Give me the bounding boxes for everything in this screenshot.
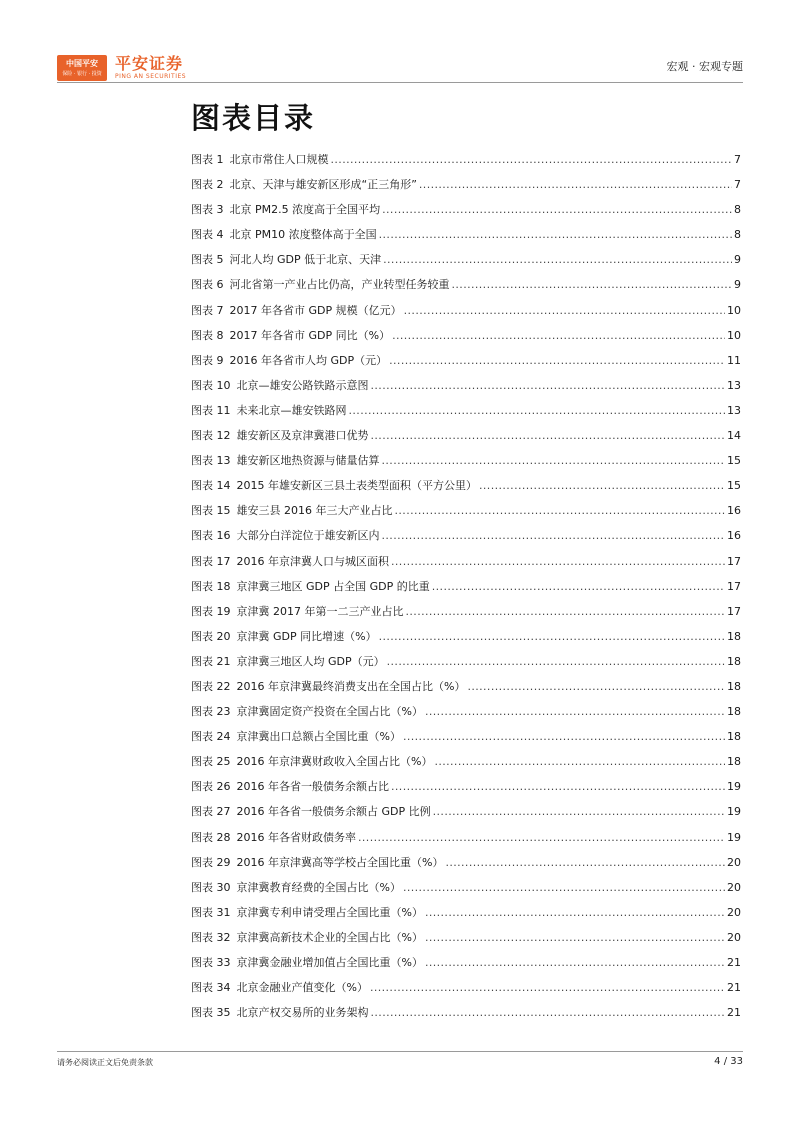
dot-leader xyxy=(432,580,725,594)
footer-disclaimer: 请务必阅读正文后免责条款 xyxy=(57,1058,153,1067)
figure-title: 2016 年京津冀人口与城区面积 xyxy=(236,554,389,568)
toc-item[interactable] xyxy=(191,705,741,730)
toc-item[interactable] xyxy=(191,580,741,605)
toc-item[interactable] xyxy=(191,429,741,454)
figure-page: 10 xyxy=(727,328,741,342)
logo-english-name: PING AN SECURITIES xyxy=(115,73,187,80)
toc-item[interactable] xyxy=(191,529,741,554)
figure-page: 18 xyxy=(727,679,741,693)
figure-page: 13 xyxy=(727,378,741,392)
dot-leader xyxy=(331,153,733,167)
figure-label: 图表 5 xyxy=(191,253,224,267)
figure-label: 图表 6 xyxy=(191,278,224,292)
figure-page: 20 xyxy=(727,905,741,919)
toc-item[interactable] xyxy=(191,404,741,429)
figure-page: 9 xyxy=(734,278,741,292)
dot-leader xyxy=(445,856,725,870)
figure-page: 18 xyxy=(727,755,741,769)
figure-title: 2016 年京津冀高等学校占全国比重（%） xyxy=(236,855,444,869)
figure-page: 21 xyxy=(727,1006,741,1020)
figure-title: 北京产权交易所的业务架构 xyxy=(236,1006,369,1020)
figure-page: 21 xyxy=(727,981,741,995)
toc-item[interactable] xyxy=(191,555,741,580)
figure-list xyxy=(191,153,741,1031)
figure-label: 图表 29 xyxy=(191,855,231,869)
toc-item[interactable] xyxy=(191,881,741,906)
toc-item[interactable] xyxy=(191,780,741,805)
figure-title: 京津冀三地区人均 GDP（元） xyxy=(236,654,385,668)
figure-page: 19 xyxy=(727,780,741,794)
figure-label: 图表 14 xyxy=(191,479,231,493)
figure-page: 19 xyxy=(727,805,741,819)
toc-item[interactable] xyxy=(191,329,741,354)
figure-title: 京津冀三地区 GDP 占全国 GDP 的比重 xyxy=(236,579,430,593)
figure-title: 京津冀 2017 年第一二三产业占比 xyxy=(236,604,404,618)
figure-title: 2017 年各省市 GDP 同比（%） xyxy=(229,328,391,342)
logo-badge-text: 中国平安 xyxy=(66,59,98,68)
toc-item[interactable] xyxy=(191,906,741,931)
figure-label: 图表 20 xyxy=(191,629,231,643)
figure-page: 15 xyxy=(727,454,741,468)
figure-label: 图表 1 xyxy=(191,153,224,166)
dot-leader xyxy=(404,304,725,318)
figure-title: 雄安新区地热资源与储量估算 xyxy=(236,454,380,468)
figure-label: 图表 8 xyxy=(191,328,224,342)
figure-title: 北京市常住人口规模 xyxy=(229,153,329,166)
dot-leader xyxy=(370,981,725,995)
figure-page: 11 xyxy=(727,353,741,367)
dot-leader xyxy=(382,529,726,543)
dot-leader xyxy=(379,228,732,242)
dot-leader xyxy=(425,931,725,945)
figure-title: 雄安新区及京津冀港口优势 xyxy=(236,429,369,443)
figure-label: 图表 18 xyxy=(191,579,231,593)
dot-leader xyxy=(419,178,732,192)
figure-page: 7 xyxy=(734,178,741,192)
figure-label: 图表 17 xyxy=(191,554,231,568)
dot-leader xyxy=(371,1006,726,1020)
dot-leader xyxy=(467,680,725,694)
toc-item[interactable] xyxy=(191,153,741,178)
figure-label: 图表 31 xyxy=(191,905,231,919)
dot-leader xyxy=(387,655,725,669)
dot-leader xyxy=(406,605,726,619)
toc-item[interactable] xyxy=(191,203,741,228)
toc-item[interactable] xyxy=(191,253,741,278)
figure-title: 2016 年各省一般债务余额占 GDP 比例 xyxy=(236,805,431,819)
figure-label: 图表 25 xyxy=(191,755,231,769)
figure-page: 20 xyxy=(727,930,741,944)
dot-leader xyxy=(403,730,725,744)
toc-item[interactable] xyxy=(191,354,741,379)
toc-item[interactable] xyxy=(191,755,741,780)
toc-item[interactable] xyxy=(191,931,741,956)
figure-page: 9 xyxy=(734,253,741,267)
figure-label: 图表 21 xyxy=(191,654,231,668)
figure-label: 图表 16 xyxy=(191,529,231,543)
figure-label: 图表 19 xyxy=(191,604,231,618)
figure-label: 图表 22 xyxy=(191,679,231,693)
figure-label: 图表 35 xyxy=(191,1006,231,1020)
figure-label: 图表 15 xyxy=(191,504,231,518)
figure-label: 图表 32 xyxy=(191,930,231,944)
figure-label: 图表 24 xyxy=(191,730,231,744)
figure-label: 图表 33 xyxy=(191,956,231,969)
page-number: 4 / 33 xyxy=(714,1056,743,1067)
toc-item[interactable] xyxy=(191,454,741,479)
figure-title: 河北人均 GDP 低于北京、天津 xyxy=(229,253,382,267)
figure-title: 雄安三县 2016 年三大产业占比 xyxy=(236,504,393,518)
logo-chinese-name: 平安证券 xyxy=(115,54,184,73)
figure-label: 图表 10 xyxy=(191,378,231,392)
header-divider xyxy=(57,82,743,83)
figure-title: 北京—雄安公路铁路示意图 xyxy=(236,378,369,392)
logo-text xyxy=(115,55,186,81)
figure-label: 图表 34 xyxy=(191,981,231,995)
figure-title: 北京 PM2.5 浓度高于全国平均 xyxy=(229,203,381,217)
figure-title: 未来北京—雄安铁路网 xyxy=(236,403,347,417)
figure-label: 图表 7 xyxy=(191,303,224,317)
figure-page: 17 xyxy=(727,554,741,568)
figure-label: 图表 27 xyxy=(191,805,231,819)
figure-title: 北京、天津与雄安新区形成“正三角形” xyxy=(229,178,417,192)
figure-label: 图表 3 xyxy=(191,203,224,217)
figure-page: 20 xyxy=(727,880,741,894)
figure-title: 北京 PM10 浓度整体高于全国 xyxy=(229,228,377,242)
figure-title: 2016 年各省财政债务率 xyxy=(236,830,356,844)
figure-title: 2016 年各省一般债务余额占比 xyxy=(236,780,389,794)
dot-leader xyxy=(371,379,726,393)
dot-leader xyxy=(383,253,732,267)
dot-leader xyxy=(434,755,725,769)
toc-item[interactable] xyxy=(191,278,741,303)
figure-label: 图表 4 xyxy=(191,228,224,242)
figure-page: 15 xyxy=(727,479,741,493)
dot-leader xyxy=(395,504,726,518)
dot-leader xyxy=(479,479,725,493)
figure-page: 18 xyxy=(727,705,741,719)
figure-page: 16 xyxy=(727,504,741,518)
figure-label: 图表 30 xyxy=(191,880,231,894)
figure-page: 17 xyxy=(727,579,741,593)
toc-item[interactable] xyxy=(191,479,741,504)
figure-title: 京津冀专利申请受理占全国比重（%） xyxy=(236,905,423,919)
figure-page: 16 xyxy=(727,529,741,543)
toc-item[interactable] xyxy=(191,805,741,830)
dot-leader xyxy=(433,805,725,819)
figure-page: 10 xyxy=(727,303,741,317)
toc-item[interactable] xyxy=(191,605,741,630)
figure-page: 19 xyxy=(727,830,741,844)
figure-title: 2017 年各省市 GDP 规模（亿元） xyxy=(229,303,402,317)
toc-item[interactable] xyxy=(191,304,741,329)
dot-leader xyxy=(391,555,725,569)
dot-leader xyxy=(371,429,726,443)
figure-title: 京津冀教育经费的全国占比（%） xyxy=(236,880,401,894)
figure-page: 8 xyxy=(734,228,741,242)
figure-title: 2016 年各省市人均 GDP（元） xyxy=(229,353,388,367)
page-header xyxy=(0,0,800,90)
toc-item[interactable] xyxy=(191,730,741,755)
toc-item[interactable] xyxy=(191,981,741,1006)
dot-leader xyxy=(425,705,725,719)
toc-item[interactable] xyxy=(191,178,741,203)
figure-title: 2016 年京津冀财政收入全国占比（%） xyxy=(236,755,433,769)
toc-item[interactable] xyxy=(191,630,741,655)
toc-item[interactable] xyxy=(191,856,741,881)
footer-divider xyxy=(57,1051,743,1052)
figure-page: 21 xyxy=(727,956,741,969)
page-title: 图表目录 xyxy=(191,101,316,135)
figure-label: 图表 9 xyxy=(191,353,224,367)
dot-leader xyxy=(389,354,725,368)
figure-page: 8 xyxy=(734,203,741,217)
toc-item[interactable] xyxy=(191,504,741,529)
figure-page: 18 xyxy=(727,629,741,643)
figure-title: 2016 年京津冀最终消费支出在全国占比（%） xyxy=(236,679,466,693)
toc-item[interactable] xyxy=(191,655,741,680)
logo-badge-subtext: 保险 · 银行 · 投资 xyxy=(62,71,102,77)
dot-leader xyxy=(382,203,732,217)
toc-item[interactable] xyxy=(191,680,741,705)
figure-title: 河北省第一产业占比仍高，产业转型任务较重 xyxy=(229,278,450,292)
dot-leader xyxy=(391,780,725,794)
figure-title: 大部分白洋淀位于雄安新区内 xyxy=(236,529,380,543)
dot-leader xyxy=(379,630,725,644)
logo-badge xyxy=(57,55,107,81)
figure-page: 14 xyxy=(727,429,741,443)
figure-label: 图表 11 xyxy=(191,403,231,417)
dot-leader xyxy=(382,454,726,468)
figure-page: 18 xyxy=(727,730,741,744)
company-logo xyxy=(57,55,186,81)
dot-leader xyxy=(452,278,733,292)
figure-title: 京津冀出口总额占全国比重（%） xyxy=(236,730,401,744)
figure-title: 京津冀高新技术企业的全国占比（%） xyxy=(236,930,423,944)
toc-item[interactable] xyxy=(191,228,741,253)
toc-item[interactable] xyxy=(191,956,741,981)
figure-label: 图表 2 xyxy=(191,178,224,192)
figure-title: 京津冀固定资产投资在全国占比（%） xyxy=(236,705,423,719)
dot-leader xyxy=(349,404,726,418)
toc-item[interactable] xyxy=(191,1006,741,1031)
toc-item[interactable] xyxy=(191,379,741,404)
figure-label: 图表 23 xyxy=(191,705,231,719)
dot-leader xyxy=(425,956,725,970)
dot-leader xyxy=(425,906,725,920)
figure-title: 京津冀 GDP 同比增速（%） xyxy=(236,629,377,643)
figure-title: 京津冀金融业增加值占全国比重（%） xyxy=(236,956,423,969)
figure-label: 图表 12 xyxy=(191,429,231,443)
figure-label: 图表 13 xyxy=(191,454,231,468)
figure-label: 图表 26 xyxy=(191,780,231,794)
dot-leader xyxy=(403,881,725,895)
figure-page: 20 xyxy=(727,855,741,869)
figure-page: 18 xyxy=(727,654,741,668)
dot-leader xyxy=(392,329,725,343)
figure-page: 7 xyxy=(734,153,741,166)
figure-title: 北京金融业产值变化（%） xyxy=(236,981,368,995)
figure-label: 图表 28 xyxy=(191,830,231,844)
toc-item[interactable] xyxy=(191,831,741,856)
report-category: 宏观 · 宏观专题 xyxy=(666,60,743,73)
figure-page: 13 xyxy=(727,403,741,417)
dot-leader xyxy=(358,831,725,845)
figure-title: 2015 年雄安新区三县土表类型面积（平方公里） xyxy=(236,479,477,493)
figure-page: 17 xyxy=(727,604,741,618)
